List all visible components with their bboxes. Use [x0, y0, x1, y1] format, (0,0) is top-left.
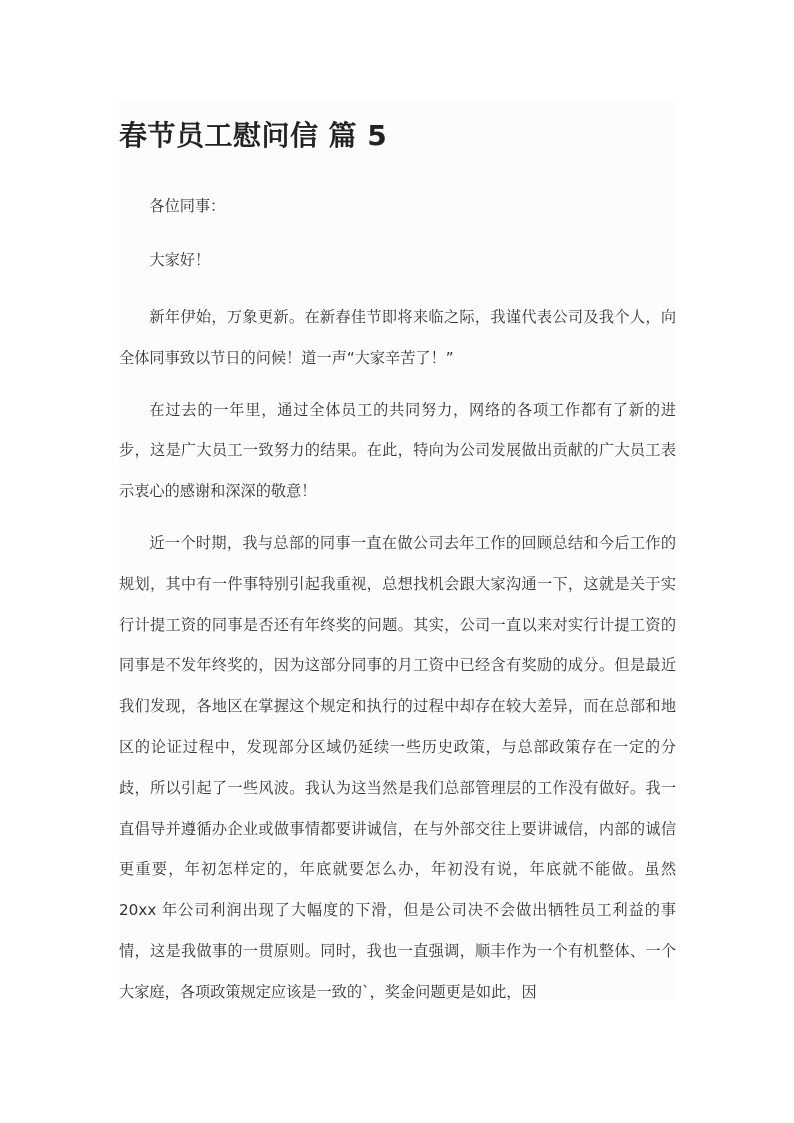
salutation: 各位同事： [149, 197, 226, 215]
document-page [119, 100, 676, 1000]
paragraph-3: 近一个时期，我与总部的同事一直在做公司去年工作的回顾总结和今后工作的规划，其中有一件事特别引起我重视，总想找机会跟大家沟通一下，这就是关于实行计提工资的同事是否还有年终奖的问题。其实，公司一直以来对实行计提工资的同事是不发年终奖的，因为这部分同事的月工资中已经含有奖励的成分。但是最近我们发现，各地区在掌握这个规定和执行的过程中却存在较大差异，而在总部和地区的论证过程中，发现部分区域仍延续一些历史政策，与总部政策存在一定的分歧，所以引起了一些风波。我认为这当然是我们总部管理层的工作没有做好。我一直倡导并遵循办企业或做事情都要讲诚信，在与外部交往上要讲诚信，内部的诚信更重要，年初怎样定的，年底就要怎么办，年初没有说，年底就不能做。虽然 20xx 年公司利润出现了大幅度的下滑，但是公司决不会做出牺牲员工利益的事情，这是我做事的一贯原则。同时，我也一直强调，顺丰作为一个有机整体、一个大家庭，各项政策规定应该是一致的`，奖金问题更是如此，因 [119, 533, 676, 1000]
document-title [119, 100, 676, 155]
greeting: 大家好！ [149, 251, 211, 269]
paragraph-1: 新年伊始，万象更新。在新春佳节即将来临之际，我谨代表公司及我个人，向全体同事致以节日的问候！道一声“大家辛苦了！” [119, 308, 676, 367]
title-suffix: 篇 5 [328, 119, 388, 152]
title-main: 春节员工慰问信 [119, 119, 319, 152]
paragraph-2: 在过去的一年里，通过全体员工的共同努力，网络的各项工作都有了新的进步，这是广大员工一致努力的结果。在此，特向为公司发展做出贡献的广大员工表示衷心的感谢和深深的敬意！ [119, 400, 676, 501]
